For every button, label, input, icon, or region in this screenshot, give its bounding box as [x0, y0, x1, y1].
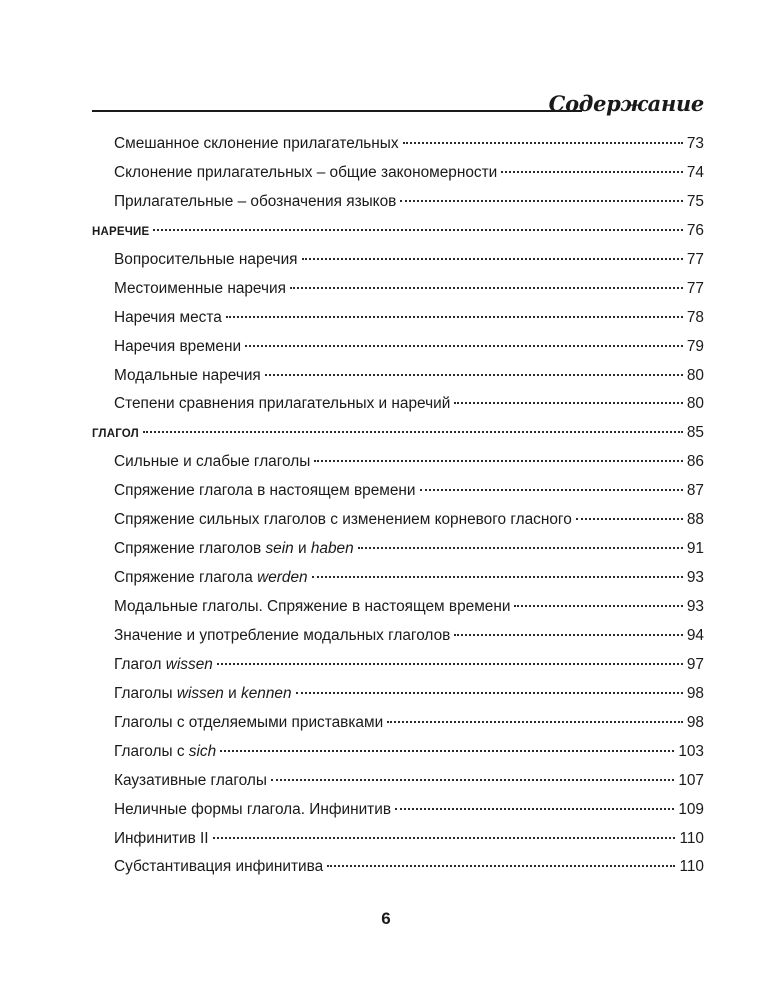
- header-rule: [92, 110, 582, 112]
- toc-entry-page: 76: [686, 221, 704, 239]
- dot-leader: [403, 141, 683, 144]
- toc-entry-title: [114, 333, 241, 362]
- dot-leader: [387, 720, 683, 723]
- toc-entry-title: [114, 362, 261, 391]
- dot-leader: [271, 778, 674, 781]
- toc-title-text: Инфинитив II: [114, 829, 209, 847]
- toc-entry: [92, 709, 704, 738]
- dot-leader: [454, 401, 683, 404]
- toc-entry-page: 73: [686, 135, 704, 152]
- toc-entry-page: 77: [686, 250, 704, 268]
- toc-entry-page: 85: [686, 424, 704, 442]
- dot-leader: [576, 517, 683, 520]
- dot-leader: [514, 604, 682, 607]
- toc-title-text: Наречия места: [114, 308, 222, 326]
- toc-section: [92, 419, 704, 448]
- toc-entry-page: 93: [686, 569, 704, 587]
- toc-entry-page: 79: [686, 337, 704, 355]
- dot-leader: [302, 257, 683, 260]
- toc-entry-title: [114, 853, 323, 882]
- toc-entry: [92, 738, 704, 767]
- toc-entry: [92, 275, 704, 304]
- toc-entry-page: 75: [686, 192, 704, 210]
- toc-entry-title: [114, 796, 391, 825]
- toc-entry: [92, 680, 704, 709]
- toc-entry-title: [114, 390, 450, 419]
- toc-entry: [92, 564, 704, 593]
- dot-leader: [213, 836, 676, 839]
- toc-title-text: Глаголы с отделяемыми приставками: [114, 713, 384, 731]
- dot-leader: [226, 315, 683, 318]
- toc-title-text: Субстантивация инфинитива: [114, 858, 324, 876]
- toc-entry-page: 77: [686, 279, 704, 297]
- dot-leader: [358, 546, 683, 549]
- toc-title-text: Неличные формы глагола. Инфинитив: [114, 800, 392, 818]
- toc-title-italic: werden: [257, 569, 308, 587]
- toc-entry-page: 88: [686, 511, 704, 529]
- toc-entry-page: 91: [686, 540, 704, 558]
- toc-entry: [92, 448, 704, 477]
- toc-entry-page: 110: [679, 829, 704, 847]
- toc-entry-title: [92, 218, 149, 247]
- toc-entry-title: [114, 506, 572, 535]
- toc-entry-title: [114, 825, 209, 854]
- toc-entry: [92, 853, 704, 882]
- toc-title-text: Глаголы: [114, 684, 177, 702]
- toc-title-italic: wissen: [165, 655, 213, 673]
- toc-title-italic: kennen: [241, 684, 292, 702]
- dot-leader: [312, 575, 683, 578]
- toc-title-text: Глагол: [114, 655, 166, 673]
- toc-entry-page: 98: [686, 713, 704, 731]
- toc-entry: [92, 304, 704, 333]
- toc-entry-title: [114, 535, 354, 564]
- toc-title-italic: sein: [265, 540, 294, 558]
- toc-title-text: Наречия времени: [114, 337, 242, 355]
- toc-entry-page: 103: [678, 742, 704, 760]
- toc-title-text: Вопросительные наречия: [114, 250, 298, 268]
- toc-title-text: ГЛАГОЛ: [92, 428, 139, 441]
- toc-entry-title: [114, 275, 286, 304]
- toc-entry: [92, 593, 704, 622]
- toc-entry-title: [114, 477, 416, 506]
- toc-entry: [92, 362, 704, 391]
- dot-leader: [290, 286, 683, 289]
- toc-entry-title: [114, 622, 450, 651]
- toc-title-text: Значение и употребление модальных глаголов: [114, 626, 451, 644]
- toc-entry-title: [114, 651, 213, 680]
- toc-entry-title: [114, 738, 216, 767]
- toc-entry-page: 93: [686, 598, 704, 615]
- dot-leader: [143, 430, 683, 433]
- dot-leader: [217, 662, 683, 665]
- dot-leader: [153, 228, 683, 231]
- table-of-contents: [92, 130, 704, 882]
- toc-entry-page: 97: [686, 655, 704, 673]
- page-number: 6: [381, 909, 391, 928]
- toc-entry: [92, 246, 704, 275]
- toc-entry-page: 87: [686, 482, 704, 500]
- toc-title-text: НАРЕЧИЕ: [92, 225, 150, 238]
- dot-leader: [296, 691, 683, 694]
- toc-entry-page: 107: [678, 771, 704, 789]
- toc-entry: [92, 506, 704, 535]
- toc-entry: [92, 130, 704, 159]
- toc-title-italic: haben: [310, 540, 354, 558]
- toc-title-text: Спряжение глагола: [114, 569, 258, 587]
- dot-leader: [220, 749, 674, 752]
- toc-entry-title: [114, 130, 399, 159]
- toc-entry-title: [114, 304, 222, 333]
- toc-entry-page: 86: [686, 453, 704, 471]
- toc-title-text: Сильные и слабые глаголы: [114, 453, 311, 471]
- toc-entry: [92, 622, 704, 651]
- toc-section: [92, 217, 704, 246]
- toc-entry-title: [114, 246, 298, 275]
- toc-title-text: Глаголы с: [114, 742, 189, 760]
- toc-title-text: Спряжение глагола в настоящем времени: [114, 482, 416, 500]
- dot-leader: [245, 344, 683, 347]
- dot-leader: [327, 864, 675, 867]
- toc-title-text: Каузативные глаголы: [114, 771, 267, 789]
- toc-entry-page: 80: [686, 366, 704, 384]
- toc-entry-title: [114, 159, 497, 188]
- toc-entry-page: 80: [686, 395, 704, 413]
- dot-leader: [420, 488, 683, 491]
- toc-title-text: Степени сравнения прилагательных и наречий: [114, 395, 451, 413]
- toc-entry: [92, 651, 704, 680]
- toc-entry-title: [114, 680, 292, 709]
- toc-entry: [92, 796, 704, 825]
- toc-entry-page: 78: [686, 308, 704, 326]
- dot-leader: [395, 807, 674, 810]
- toc-entry-page: 74: [686, 163, 704, 181]
- toc-title-text: и: [223, 684, 242, 702]
- toc-entry: [92, 535, 704, 564]
- toc-entry-title: [114, 593, 510, 622]
- toc-title-text: Смешанное склонение прилагательных: [114, 135, 399, 152]
- dot-leader: [501, 170, 683, 173]
- toc-title-text: Спряжение глаголов: [114, 540, 266, 558]
- running-header: [92, 84, 704, 118]
- toc-entry-title: [92, 420, 139, 449]
- toc-entry-page: 94: [686, 626, 704, 644]
- toc-entry-title: [114, 448, 310, 477]
- dot-leader: [265, 373, 683, 376]
- dot-leader: [400, 199, 683, 202]
- toc-entry: [92, 390, 704, 419]
- toc-entry: [92, 159, 704, 188]
- toc-entry-title: [114, 564, 308, 593]
- toc-entry: [92, 333, 704, 362]
- toc-entry-title: [114, 767, 267, 796]
- toc-title-italic: sich: [188, 742, 217, 760]
- toc-title-text: и: [293, 540, 311, 558]
- toc-entry-page: 109: [678, 800, 704, 818]
- toc-title-text: Спряжение сильных глаголов с изменением корневого гласного: [114, 511, 572, 529]
- toc-title-text: Местоименные наречия: [114, 279, 286, 297]
- toc-entry-title: [114, 188, 396, 217]
- toc-entry-title: [114, 709, 383, 738]
- toc-entry: [92, 825, 704, 854]
- toc-title-text: Модальные наречия: [114, 366, 261, 384]
- toc-title-text: Прилагательные – обозначения языков: [114, 192, 397, 210]
- dot-leader: [314, 459, 683, 462]
- toc-title-text: Склонение прилагательных – общие закономерности: [114, 163, 498, 181]
- dot-leader: [454, 633, 683, 636]
- toc-entry: [92, 188, 704, 217]
- toc-entry: [92, 477, 704, 506]
- toc-entry-page: 110: [679, 858, 704, 876]
- header-title: Содержание: [548, 91, 704, 116]
- toc-title-italic: wissen: [176, 684, 224, 702]
- toc-entry-page: 98: [686, 684, 704, 702]
- toc-entry: [92, 767, 704, 796]
- toc-title-text: Модальные глаголы. Спряжение в настоящем времени: [114, 598, 511, 615]
